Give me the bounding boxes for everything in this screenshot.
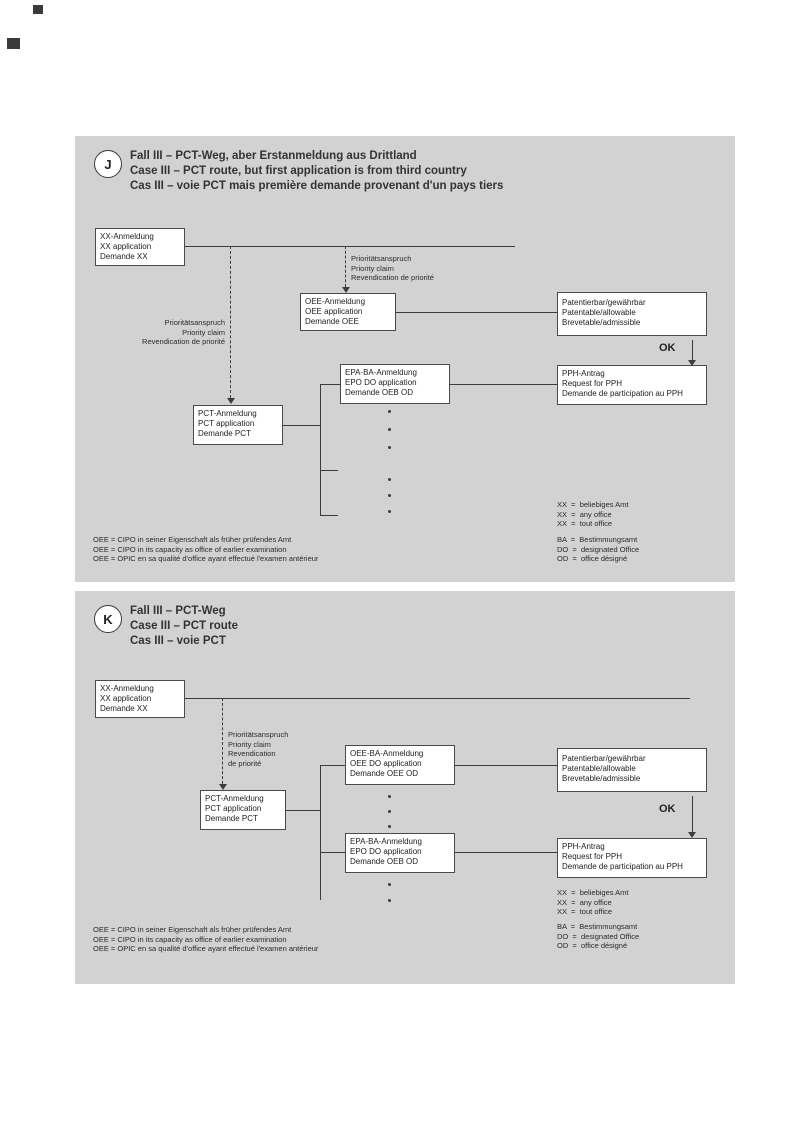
node-pct-application-j bbox=[193, 405, 283, 445]
case-badge-j: J bbox=[94, 150, 122, 178]
legend-oee-k bbox=[93, 925, 318, 954]
text-line: OEE = CIPO in seiner Eigenschaft als früher prüfendes Amt bbox=[93, 535, 292, 544]
ellipsis-dot bbox=[388, 795, 391, 798]
text-line: EPA-BA-Anmeldung bbox=[350, 837, 422, 846]
text-line: PPH-Antrag bbox=[562, 369, 605, 378]
text-line: Demande OEE OD bbox=[350, 769, 419, 778]
ok-label-j: OK bbox=[659, 342, 676, 354]
text-line: Patentable/allowable bbox=[562, 308, 636, 317]
connector-pct-to-bracket-k bbox=[286, 810, 320, 811]
text-line: Brevetable/admissible bbox=[562, 774, 641, 783]
node-pct-application-k bbox=[200, 790, 286, 830]
ellipsis-dot bbox=[388, 478, 391, 481]
ellipsis-dot bbox=[388, 510, 391, 513]
title-line-en: Case III – PCT route, but first application is from third country bbox=[130, 165, 467, 177]
ellipsis-dot bbox=[388, 494, 391, 497]
text-line: DO = designated Office bbox=[557, 544, 640, 554]
text-line: XX = any office bbox=[557, 897, 612, 907]
text-line: Demande OEE bbox=[305, 317, 359, 326]
node-epa-ba-application-k bbox=[345, 833, 455, 873]
priority-claim-label-pct-j bbox=[125, 318, 225, 347]
connector-xx-main-line-j bbox=[185, 246, 515, 247]
panel-j bbox=[75, 136, 735, 582]
text-line: Prioritätsanspruch bbox=[164, 318, 225, 327]
legend-ba-j bbox=[557, 535, 639, 564]
connector-epa-to-pph-k bbox=[455, 852, 557, 853]
node-epa-ba-application-j bbox=[340, 364, 450, 404]
text-line: EPO DO application bbox=[350, 847, 422, 856]
text-line: XX-Anmeldung bbox=[100, 684, 154, 693]
text-line: Demande PCT bbox=[198, 429, 251, 438]
text-line: BA = Bestimmungsamt bbox=[557, 535, 638, 544]
panel-j-title bbox=[130, 149, 503, 194]
branch-epa-k bbox=[320, 852, 345, 853]
text-line: Demande OEB OD bbox=[345, 388, 414, 397]
connector-xx-main-line-k bbox=[185, 698, 690, 699]
text-line: Priority claim bbox=[228, 739, 271, 749]
ellipsis-dot bbox=[388, 825, 391, 828]
title-line-de: Fall III – PCT-Weg bbox=[130, 605, 226, 617]
text-line: Patentierbar/gewährbar bbox=[562, 298, 646, 307]
text-line: Patentierbar/gewährbar bbox=[562, 754, 646, 763]
text-line: XX application bbox=[100, 694, 152, 703]
text-line: Brevetable/admissible bbox=[562, 318, 641, 327]
text-line: Demande de participation au PPH bbox=[562, 389, 683, 398]
text-line: OD = office désigné bbox=[557, 941, 628, 951]
branch-epa-j bbox=[320, 384, 340, 385]
connector-oee-to-patentable-k bbox=[455, 765, 557, 766]
text-line: OEE DO application bbox=[350, 759, 422, 768]
ellipsis-dot bbox=[388, 899, 391, 902]
ellipsis-dot bbox=[388, 883, 391, 886]
node-oee-ba-application-k bbox=[345, 745, 455, 785]
text-line: Prioritätsanspruch bbox=[351, 254, 412, 263]
text-line: Priority claim bbox=[351, 263, 394, 273]
text-line: OEE = OPIC en sa qualité d'office ayant effectué l'examen antérieur bbox=[93, 554, 319, 564]
priority-claim-arrow-oee-j bbox=[345, 246, 346, 287]
text-line: OEE = OPIC en sa qualité d'office ayant effectué l'examen antérieur bbox=[93, 944, 319, 954]
title-line-fr: Cas III – voie PCT bbox=[130, 635, 226, 647]
ellipsis-dot bbox=[388, 428, 391, 431]
node-patentable-k bbox=[557, 748, 707, 792]
text-line: Priority claim bbox=[182, 327, 225, 337]
priority-claim-label-k bbox=[228, 730, 288, 768]
panel-k bbox=[75, 591, 735, 984]
text-line: OEE = CIPO in seiner Eigenschaft als früher prüfendes Amt bbox=[93, 925, 292, 934]
text-line: XX = beliebiges Amt bbox=[557, 500, 629, 509]
branch-stub-mid-j bbox=[320, 470, 338, 471]
text-line: XX = tout office bbox=[557, 907, 613, 917]
bracket-line-j bbox=[320, 384, 321, 515]
panel-k-title bbox=[130, 604, 238, 649]
text-line: PCT application bbox=[205, 804, 262, 813]
text-line: DO = designated Office bbox=[557, 931, 640, 941]
text-line: Revendication de priorité bbox=[351, 273, 434, 282]
legend-oee-j bbox=[93, 535, 318, 564]
text-line: BA = Bestimmungsamt bbox=[557, 922, 638, 931]
legend-xx-j bbox=[557, 500, 629, 529]
text-line: Prioritätsanspruch bbox=[228, 730, 289, 739]
text-line: XX = tout office bbox=[557, 519, 613, 529]
text-line: Request for PPH bbox=[562, 379, 623, 388]
ellipsis-dot bbox=[388, 810, 391, 813]
legend-xx-k bbox=[557, 888, 629, 917]
priority-claim-label-oee-j bbox=[351, 254, 434, 283]
arrow-head bbox=[227, 398, 235, 404]
text-line: Request for PPH bbox=[562, 852, 623, 861]
node-oee-application-j bbox=[300, 293, 396, 331]
text-line: XX = beliebiges Amt bbox=[557, 888, 629, 897]
priority-claim-arrow-pct-k bbox=[222, 698, 223, 784]
text-line: Demande de participation au PPH bbox=[562, 862, 683, 871]
title-line-en: Case III – PCT route bbox=[130, 620, 239, 632]
node-xx-application-j bbox=[95, 228, 185, 266]
text-line: XX = any office bbox=[557, 509, 612, 519]
text-line: OD = office désigné bbox=[557, 554, 628, 564]
node-pph-request-j bbox=[557, 365, 707, 405]
node-xx-application-k bbox=[95, 680, 185, 718]
text-line: Demande OEB OD bbox=[350, 857, 419, 866]
text-line: OEE application bbox=[305, 307, 363, 316]
text-line: OEE = CIPO in its capacity as office of earlier examination bbox=[93, 934, 287, 944]
text-line: Demande PCT bbox=[205, 814, 258, 823]
text-line: OEE = CIPO in its capacity as office of earlier examination bbox=[93, 544, 287, 554]
ellipsis-dot bbox=[388, 410, 391, 413]
text-line: EPO DO application bbox=[345, 378, 417, 387]
ok-arrow-j bbox=[692, 340, 693, 360]
text-line: XX application bbox=[100, 242, 152, 251]
connector-oee-to-patentable-j bbox=[396, 312, 557, 313]
priority-claim-arrow-pct-j bbox=[230, 246, 231, 398]
bracket-line-k bbox=[320, 765, 321, 900]
text-line: PPH-Antrag bbox=[562, 842, 605, 851]
text-line: Patentable/allowable bbox=[562, 764, 636, 773]
text-line: EPA-BA-Anmeldung bbox=[345, 368, 417, 377]
case-badge-k: K bbox=[94, 605, 122, 633]
text-line: XX-Anmeldung bbox=[100, 232, 154, 241]
ok-label-k: OK bbox=[659, 803, 676, 815]
title-line-fr: Cas III – voie PCT mais première demande provenant d'un pays tiers bbox=[130, 180, 504, 192]
text-line: PCT application bbox=[198, 419, 255, 428]
node-patentable-j bbox=[557, 292, 707, 336]
text-line: OEE-Anmeldung bbox=[305, 297, 366, 306]
text-line: PCT-Anmeldung bbox=[205, 794, 264, 803]
connector-epa-to-pph-j bbox=[450, 384, 557, 385]
connector-pct-to-bracket-j bbox=[283, 425, 320, 426]
text-line: Revendication de priorité bbox=[142, 337, 225, 346]
text-line: Demande XX bbox=[100, 252, 148, 261]
branch-stub-bottom-j bbox=[320, 515, 338, 516]
text-line: OEE-BA-Anmeldung bbox=[350, 749, 424, 758]
ok-arrow-k bbox=[692, 796, 693, 832]
legend-ba-k bbox=[557, 922, 639, 951]
text-line: de priorité bbox=[228, 758, 262, 768]
scan-mark-left bbox=[7, 38, 20, 49]
text-line: Revendication bbox=[228, 749, 276, 758]
branch-oee-k bbox=[320, 765, 345, 766]
title-line-de: Fall III – PCT-Weg, aber Erstanmeldung aus Drittland bbox=[130, 150, 417, 162]
text-line: Demande XX bbox=[100, 704, 148, 713]
text-line: PCT-Anmeldung bbox=[198, 409, 257, 418]
node-pph-request-k bbox=[557, 838, 707, 878]
ellipsis-dot bbox=[388, 446, 391, 449]
scan-mark-top bbox=[33, 5, 43, 14]
